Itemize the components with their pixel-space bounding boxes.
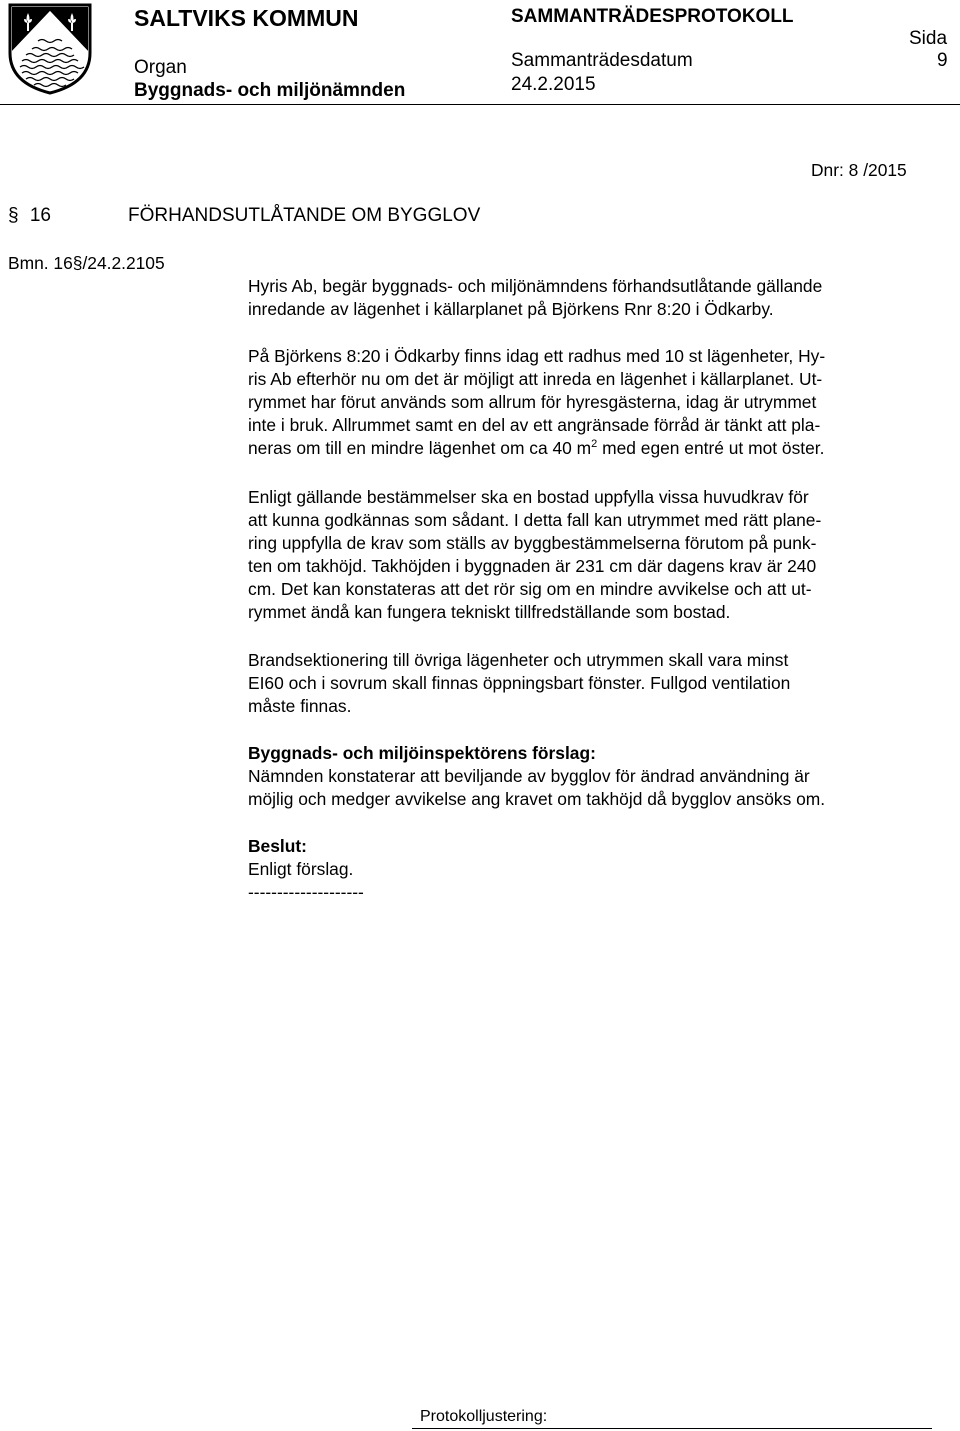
organ-value: Byggnads- och miljönämnden — [134, 80, 406, 101]
header-divider — [0, 104, 960, 105]
text-line: rymmet ändå kan fungera tekniskt tillfredställande som bostad. — [248, 602, 731, 622]
text-line: måste finnas. — [248, 696, 352, 716]
paragraph-background — [248, 345, 948, 460]
section-number: 16 — [29, 205, 51, 226]
decision-separator: -------------------- — [248, 882, 364, 902]
superscript-two: 2 — [591, 438, 598, 450]
text-line: inte i bruk. Allrummet samt en del av ett angränsade förråd är tänkt att pla- — [248, 415, 821, 435]
decision-heading: Beslut: — [248, 836, 307, 856]
section-heading — [8, 205, 481, 227]
organ-label: Organ — [134, 57, 187, 78]
meeting-date-value: 24.2.2015 — [511, 74, 596, 95]
text-line: ring uppfylla de krav som ställs av byggbestämmelserna förutom på punk- — [248, 533, 817, 553]
paragraph-fire-safety — [248, 649, 948, 718]
text-line: rymmet har förut används som allrum för hyresgästerna, idag är utrymmet — [248, 392, 817, 412]
section-title: FÖRHANDSUTLÅTANDE OM BYGGLOV — [128, 205, 481, 226]
text-fragment: neras om till en mindre lägenhet om ca 40 m — [248, 438, 592, 458]
reference-prefix: Bmn. 16 — [8, 253, 73, 273]
text-line: Brandsektionering till övriga lägenheter och utrymmen skall vara minst — [248, 650, 789, 670]
page-number: 9 — [937, 50, 948, 71]
reference-symbol: § — [72, 253, 83, 273]
page-label: Sida — [909, 28, 948, 49]
text-line: Enligt gällande bestämmelser ska en bostad uppfylla vissa huvudkrav för — [248, 487, 809, 507]
protocol-adjustment-label: Protokolljustering: — [420, 1408, 548, 1425]
meeting-date-label: Sammanträdesdatum — [511, 50, 693, 71]
text-line: ris Ab efterhör nu om det är möjligt att inreda en lägenhet i källarplanet. Ut- — [248, 369, 823, 389]
proposal-block — [248, 742, 948, 811]
text-fragment: med egen entré ut mot öster. — [597, 438, 825, 458]
text-line: möjlig och medger avvikelse ang kravet om takhöjd då bygglov ansöks om. — [248, 789, 826, 809]
text-line: På Björkens 8:20 i Ödkarby finns idag ett radhus med 10 st lägenheter, Hy- — [248, 346, 826, 366]
reference-suffix: /24.2.2105 — [82, 253, 165, 273]
text-line: inredande av lägenhet i källarplanet på Björkens Rnr 8:20 i Ödkarby. — [248, 299, 774, 319]
paragraph-requirements — [248, 486, 948, 624]
decision-block — [248, 835, 948, 904]
document-type: SAMMANTRÄDESPROTOKOLL — [511, 6, 794, 27]
paragraph-request — [248, 275, 948, 321]
diary-number: Dnr: 8 /2015 — [811, 160, 907, 180]
text-line — [248, 437, 948, 460]
reference-number — [8, 253, 165, 274]
text-line: Hyris Ab, begär byggnads- och miljönämndens förhandsutlåtande gällande — [248, 276, 823, 296]
footer-rule — [412, 1428, 932, 1429]
text-line: Nämnden konstaterar att beviljande av bygglov för ändrad användning är — [248, 766, 810, 786]
municipality-crest-logo — [8, 3, 92, 95]
municipality-name: SALTVIKS KOMMUN — [134, 5, 359, 31]
section-symbol: § — [8, 205, 19, 226]
text-line: ten om takhöjd. Takhöjden i byggnaden är 231 cm där dagens krav är 240 — [248, 556, 817, 576]
text-line: att kunna godkännas som sådant. I detta fall kan utrymmet med rätt plane- — [248, 510, 822, 530]
text-line: cm. Det kan konstateras att det rör sig om en mindre avvikelse och att ut- — [248, 579, 812, 599]
text-line: EI60 och i sovrum skall finnas öppningsbart fönster. Fullgod ventilation — [248, 673, 791, 693]
proposal-heading: Byggnads- och miljöinspektörens förslag: — [248, 743, 596, 763]
decision-text: Enligt förslag. — [248, 859, 354, 879]
